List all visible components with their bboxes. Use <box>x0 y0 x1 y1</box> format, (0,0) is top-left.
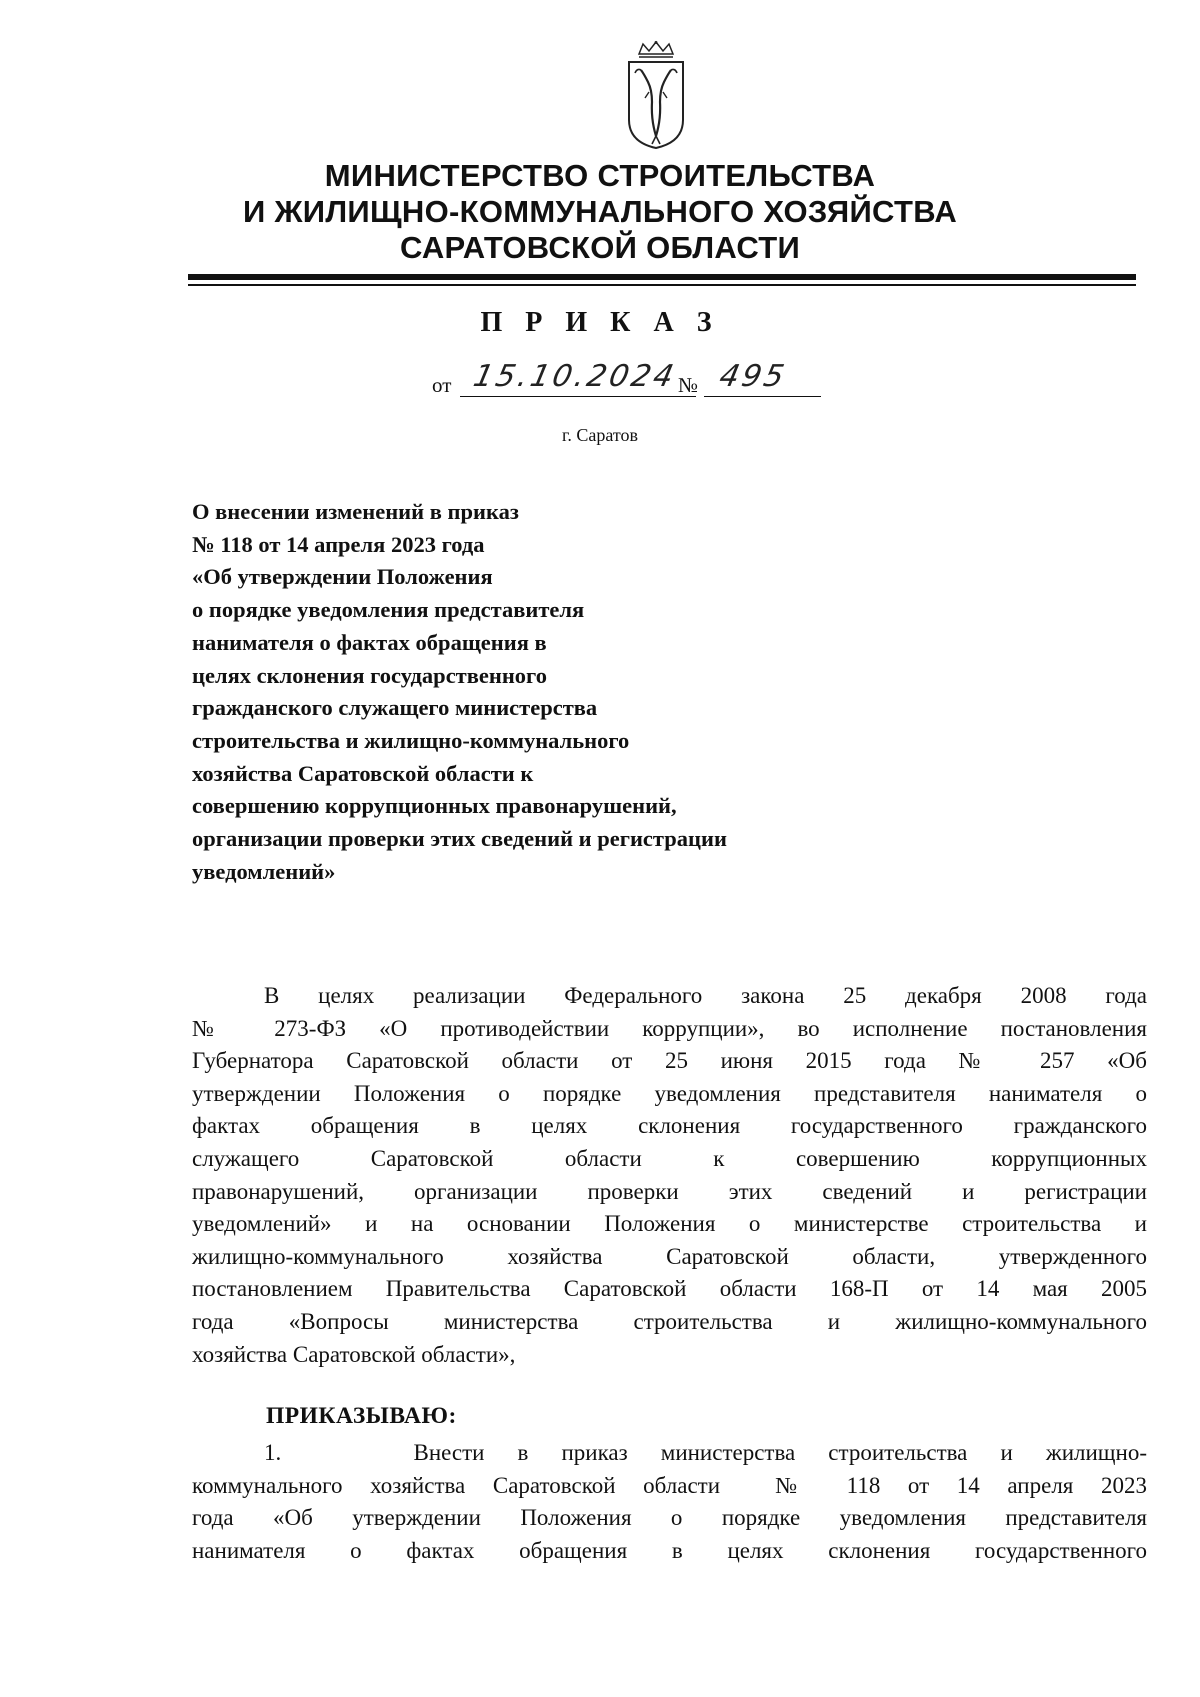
date-prefix: от <box>432 373 452 397</box>
subject-line: нанимателя о фактах обращения в <box>192 629 547 655</box>
subject-line: «Об утверждении Положения <box>192 564 493 590</box>
handwritten-number: 495 <box>716 359 790 394</box>
preamble-line: жилищно-коммунального хозяйства Саратовской области, утвержденного <box>192 1243 1147 1269</box>
preamble-line: уведомлений» и на основании Положения о министерстве строительства и <box>192 1211 1147 1237</box>
document-type-title: П Р И К А З <box>480 307 720 338</box>
preamble-line: Губернатора Саратовской области от 25 июня 2015 года № 257 «Об <box>192 1048 1147 1074</box>
subject-line: хозяйства Саратовской области к <box>192 760 534 786</box>
subject-line: организации проверки этих сведений и регистрации <box>192 826 727 852</box>
item-line: нанимателя о фактах обращения в целях склонения государственного <box>192 1537 1147 1563</box>
item-line: 1. Внести в приказ министерства строительства и жилищно- <box>264 1440 1147 1465</box>
preamble-line: фактах обращения в целях склонения государственного гражданского <box>192 1113 1147 1139</box>
ministry-line-3: САРАТОВСКОЙ ОБЛАСТИ <box>399 230 801 265</box>
subject-line: № 118 от 14 апреля 2023 года <box>192 531 485 557</box>
number-prefix: № <box>678 373 699 397</box>
subject-line: строительства и жилищно-коммунального <box>192 727 630 753</box>
ministry-line-1: МИНИСТЕРСТВО СТРОИТЕЛЬСТВА <box>324 158 876 193</box>
coat-of-arms-icon <box>625 40 687 152</box>
city-label: г. Саратов <box>562 425 638 445</box>
ministry-name <box>200 158 1000 266</box>
preamble-line: служащего Саратовской области к совершению коррупционных <box>192 1145 1147 1171</box>
header-divider-thin <box>188 284 1136 286</box>
preamble-line: В целях реализации Федерального закона 25 декабря 2008 года <box>264 983 1147 1008</box>
subject-line: о порядке уведомления представителя <box>192 597 585 623</box>
preamble-line: хозяйства Саратовской области», <box>192 1341 516 1367</box>
preamble-line: утверждении Положения о порядке уведомления представителя нанимателя о <box>192 1080 1147 1106</box>
preamble-paragraph <box>192 980 1147 1371</box>
item-1-paragraph <box>192 1437 1147 1567</box>
preamble-line: № 273-ФЗ «О противодействии коррупции», во исполнение постановления <box>192 1015 1147 1041</box>
order-subject <box>192 496 952 888</box>
preamble-line: постановлением Правительства Саратовской области 168-П от 14 мая 2005 <box>192 1276 1147 1302</box>
item-line: коммунального хозяйства Саратовской области № 118 от 14 апреля 2023 <box>192 1472 1147 1498</box>
preamble-line: правонарушений, организации проверки этих сведений и регистрации <box>192 1178 1147 1204</box>
subject-line: гражданского служащего министерства <box>192 695 598 721</box>
ministry-line-2: И ЖИЛИЩНО-КОММУНАЛЬНОГО ХОЗЯЙСТВА <box>242 194 958 229</box>
subject-line: О внесении изменений в приказ <box>192 499 519 524</box>
item-line: года «Об утверждении Положения о порядке уведомления представителя <box>192 1505 1147 1531</box>
handwritten-date: 15.10.2024 <box>470 359 680 394</box>
subject-line: целях склонения государственного <box>192 662 547 688</box>
header-divider-thick <box>188 274 1136 280</box>
preamble-line: года «Вопросы министерства строительства и жилищно-коммунального <box>192 1308 1147 1334</box>
subject-line: совершению коррупционных правонарушений, <box>192 793 677 819</box>
subject-line: уведомлений» <box>192 858 336 884</box>
order-directive-word: ПРИКАЗЫВАЮ: <box>266 1403 457 1429</box>
